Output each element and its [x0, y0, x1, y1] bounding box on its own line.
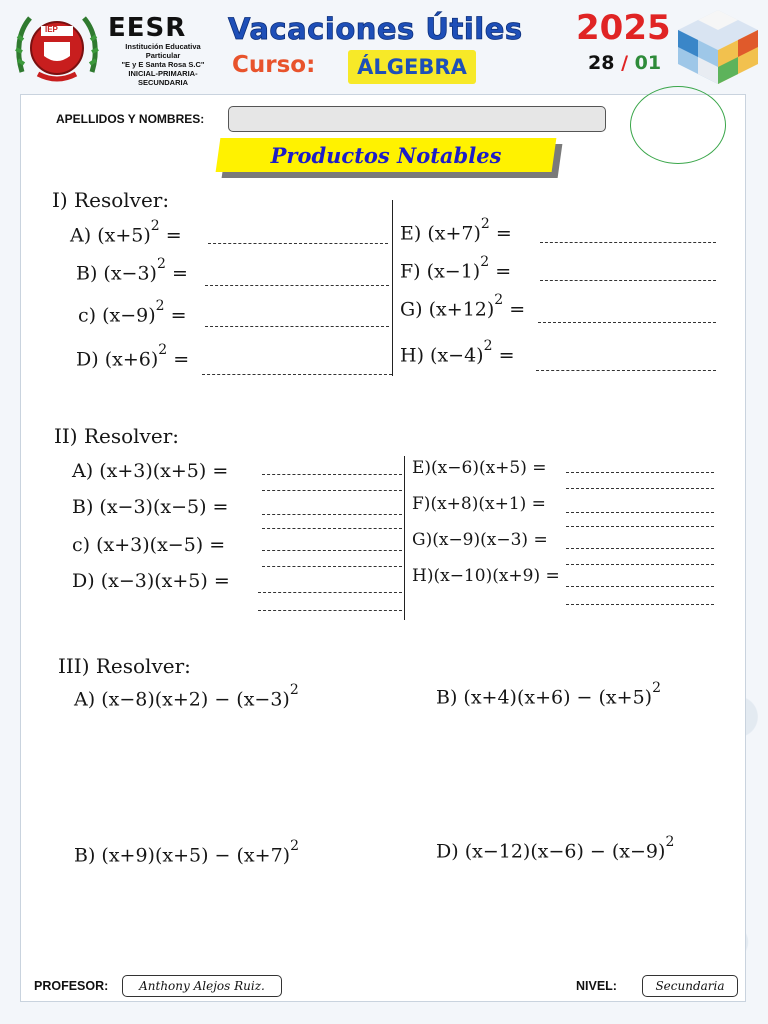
s1-item-a-power: 2: [150, 218, 160, 234]
teacher-label: PROFESOR:: [34, 979, 109, 993]
s1-item-d-eq: =: [173, 348, 190, 371]
s2-item-a-expr: (x+3)(x+5) =: [99, 460, 229, 482]
s2-item-e-expr: (x−6)(x+5) =: [431, 458, 547, 478]
s1-item-e-eq: =: [495, 222, 512, 245]
year-label: 2025: [576, 8, 671, 48]
school-name: EESR: [108, 13, 187, 43]
s2-item-a: [72, 460, 228, 482]
topic-title: Productos Notables: [270, 143, 502, 168]
s3-item-c-power: 2: [290, 838, 299, 854]
s1-item-h-expr: (x−4): [430, 344, 484, 367]
s2-answer-line-f1[interactable]: [566, 512, 714, 513]
s2-answer-line-h1[interactable]: [566, 586, 714, 587]
s2-answer-line-b2[interactable]: [262, 528, 402, 529]
date-separator: /: [621, 52, 629, 74]
s3-item-b-power: 2: [652, 680, 661, 696]
section-2-heading: II) Resolver:: [54, 424, 179, 448]
s1-item-f-label: F): [400, 260, 421, 283]
s2-answer-line-e2[interactable]: [566, 488, 714, 489]
s1-item-c-eq: =: [170, 304, 187, 327]
section-1-divider: [392, 200, 393, 376]
s2-answer-line-a2[interactable]: [262, 490, 402, 491]
s1-item-f-expr: (x−1): [426, 260, 481, 283]
s2-item-e: [412, 458, 547, 478]
s2-answer-line-c2[interactable]: [262, 566, 402, 567]
s3-item-d: [436, 834, 675, 863]
school-line-1: Institución Educativa Particular: [125, 42, 201, 60]
date-label: [588, 52, 661, 74]
s2-answer-line-g1[interactable]: [566, 548, 714, 549]
score-circle: [630, 86, 726, 164]
s1-answer-line-c[interactable]: [205, 326, 389, 327]
s1-item-c: [78, 298, 187, 327]
s2-item-c-expr: (x+3)(x−5) =: [96, 534, 226, 556]
s2-answer-line-f2[interactable]: [566, 526, 714, 527]
s2-item-f-label: F): [412, 494, 431, 514]
s1-item-e-power: 2: [480, 216, 490, 232]
s1-answer-line-b[interactable]: [205, 285, 389, 286]
s1-item-c-power: 2: [155, 298, 165, 314]
s2-answer-line-g2[interactable]: [566, 564, 714, 565]
section-1-heading: I) Resolver:: [52, 188, 170, 212]
s2-answer-line-d1[interactable]: [258, 592, 402, 593]
s2-answer-line-c1[interactable]: [262, 550, 402, 551]
s1-item-e: [400, 216, 512, 245]
s1-item-g-eq: =: [509, 298, 526, 321]
s1-item-c-expr: (x−9): [102, 304, 156, 327]
s1-answer-line-e[interactable]: [540, 242, 716, 243]
s1-item-b: [76, 256, 188, 285]
s2-item-c: [72, 534, 225, 556]
s2-item-g-expr: (x−9)(x−3) =: [432, 530, 548, 550]
s2-item-e-label: E): [412, 458, 432, 478]
s1-answer-line-f[interactable]: [540, 280, 716, 281]
s2-item-d-expr: (x−3)(x+5) =: [100, 570, 230, 592]
s3-item-b-label: B): [436, 686, 458, 709]
s2-item-g: [412, 530, 548, 550]
s3-item-a-label: A): [74, 688, 96, 711]
s3-item-b: [436, 680, 661, 709]
section-2-divider: [404, 456, 405, 620]
s1-item-e-expr: (x+7): [427, 222, 481, 245]
school-logo: [14, 12, 100, 86]
s1-item-a-eq: =: [165, 224, 182, 247]
s2-item-f-expr: (x+8)(x+1) =: [430, 494, 546, 514]
s1-item-f-eq: =: [495, 260, 512, 283]
name-label: APELLIDOS Y NOMBRES:: [56, 112, 205, 126]
school-line-3: INICIAL-PRIMARIA-SECUNDARIA: [128, 69, 198, 87]
s2-item-g-label: G): [412, 530, 433, 550]
s1-item-c-label: c): [78, 304, 97, 327]
level-label: NIVEL:: [576, 979, 617, 993]
s3-item-c: [74, 838, 299, 867]
topic-banner: [218, 138, 560, 178]
course-badge: ÁLGEBRA: [348, 50, 476, 84]
rubik-cube-icon: [668, 0, 768, 84]
s2-answer-line-a1[interactable]: [262, 474, 402, 475]
s3-item-a-expr: (x−8)(x+2) − (x−3): [101, 688, 290, 711]
s3-item-c-label: B): [74, 844, 96, 867]
course-label: Curso:: [232, 52, 316, 78]
s1-item-d: [76, 342, 190, 371]
s1-item-h-power: 2: [483, 338, 493, 354]
s2-answer-line-b1[interactable]: [262, 514, 402, 515]
s1-item-d-expr: (x+6): [104, 348, 159, 371]
date-month: 01: [634, 52, 662, 74]
section-3-heading: III) Resolver:: [58, 654, 191, 678]
s1-item-d-label: D): [76, 348, 99, 371]
s3-item-c-expr: (x+9)(x+5) − (x+7): [101, 844, 291, 867]
s2-item-h-label: H): [412, 566, 434, 586]
s1-item-h-label: H): [400, 344, 424, 367]
s2-item-h: [412, 566, 560, 586]
s1-answer-line-a[interactable]: [208, 243, 388, 244]
s1-item-b-eq: =: [171, 262, 188, 285]
s2-item-d: [72, 570, 230, 592]
s1-answer-line-d[interactable]: [202, 374, 392, 375]
s1-item-g-expr: (x+12): [428, 298, 495, 321]
s1-item-f-power: 2: [480, 254, 490, 270]
s1-item-g-power: 2: [494, 292, 504, 308]
s3-item-d-label: D): [436, 840, 459, 863]
s3-item-b-expr: (x+4)(x+6) − (x+5): [463, 686, 653, 709]
s3-item-d-power: 2: [665, 834, 675, 850]
s1-answer-line-g[interactable]: [538, 322, 716, 323]
s2-item-a-label: A): [72, 460, 94, 482]
s1-item-a: [70, 218, 182, 247]
s2-item-b-expr: (x−3)(x−5) =: [99, 496, 229, 518]
s1-item-b-expr: (x−3): [103, 262, 157, 285]
logo-letters: IEP: [45, 25, 58, 34]
s1-item-g-label: G): [400, 298, 423, 321]
name-field[interactable]: [228, 106, 606, 132]
s3-item-a: [74, 682, 299, 711]
s1-answer-line-h[interactable]: [536, 370, 716, 371]
s1-item-h-eq: =: [498, 344, 515, 367]
s3-item-d-expr: (x−12)(x−6) − (x−9): [464, 840, 666, 863]
school-line-2: "E y E Santa Rosa S.C": [121, 60, 205, 69]
page-title: Vacaciones Útiles: [228, 12, 523, 46]
date-day: 28: [588, 52, 615, 74]
s1-item-b-label: B): [76, 262, 98, 285]
s2-item-d-label: D): [72, 570, 95, 592]
s2-item-f: [412, 494, 546, 514]
s2-item-h-expr: (x−10)(x+9) =: [433, 566, 560, 586]
s1-item-e-label: E): [400, 222, 422, 245]
s1-item-a-expr: (x+5): [97, 224, 151, 247]
s2-item-c-label: c): [72, 534, 91, 556]
s2-answer-line-d2[interactable]: [258, 610, 402, 611]
teacher-name: Anthony Alejos Ruiz.: [122, 975, 282, 997]
school-block: [108, 14, 218, 87]
s3-item-a-power: 2: [289, 682, 299, 698]
s1-item-d-power: 2: [158, 342, 168, 358]
s1-item-a-label: A): [70, 224, 92, 247]
level-value: Secundaria: [642, 975, 738, 997]
s2-item-b-label: B): [72, 496, 94, 518]
s2-answer-line-e1[interactable]: [566, 472, 714, 473]
s1-item-b-power: 2: [156, 256, 166, 272]
s1-item-g: [400, 292, 526, 321]
s2-item-b: [72, 496, 228, 518]
s1-item-f: [400, 254, 512, 283]
s1-item-h: [400, 338, 515, 367]
s2-answer-line-h2[interactable]: [566, 604, 714, 605]
